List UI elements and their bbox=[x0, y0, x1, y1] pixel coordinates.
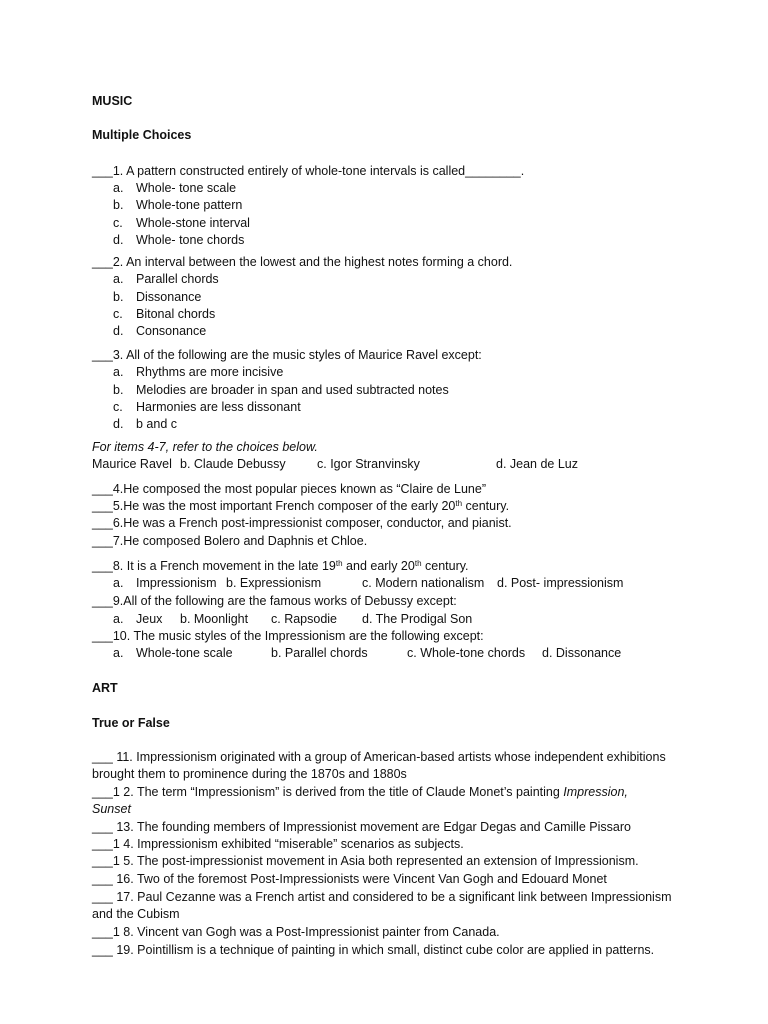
q2-option-b: Dissonance bbox=[136, 290, 202, 304]
q8-option-d: d. Post- impressionism bbox=[497, 576, 624, 590]
choice-b: b. Claude Debussy bbox=[180, 457, 286, 471]
question-19: ___ 19. Pointillism is a technique of painting in which small, distinct cube color are applied in patterns. bbox=[92, 943, 655, 957]
question-12: ___1 2. The term “Impressionism” is derived from the title of Claude Monet’s painting Impression, bbox=[92, 785, 628, 799]
q1-option-a: Whole- tone scale bbox=[136, 181, 237, 195]
question-17-line-2: and the Cubism bbox=[92, 907, 180, 921]
music-heading: MUSIC bbox=[92, 94, 133, 108]
q1-option-c: Whole-stone interval bbox=[136, 216, 250, 230]
q10-option-a: Whole-tone scale bbox=[136, 646, 233, 660]
q9-option-b: b. Moonlight bbox=[180, 612, 249, 626]
q1-option-c-letter: c. bbox=[113, 216, 123, 230]
question-14: ___1 4. Impressionism exhibited “miserable” scenarios as subjects. bbox=[92, 837, 464, 851]
q9-option-a: Jeux bbox=[136, 612, 163, 626]
multiple-choices-subheading: Multiple Choices bbox=[92, 128, 192, 142]
q3-option-b-letter: b. bbox=[113, 383, 124, 397]
question-16: ___ 16. Two of the foremost Post-Impressionists were Vincent Van Gogh and Edouard Monet bbox=[92, 872, 607, 886]
q8-option-a-letter: a. bbox=[113, 576, 124, 590]
q8-option-c: c. Modern nationalism bbox=[362, 576, 485, 590]
q2-option-a: Parallel chords bbox=[136, 272, 219, 286]
q2-option-b-letter: b. bbox=[113, 290, 124, 304]
question-10: ___10. The music styles of the Impressionism are the following except: bbox=[92, 629, 484, 643]
q10-option-c: c. Whole-tone chords bbox=[407, 646, 526, 660]
question-3: ___3. All of the following are the music styles of Maurice Ravel except: bbox=[92, 348, 482, 362]
q9-option-d: d. The Prodigal Son bbox=[362, 612, 473, 626]
q1-option-b: Whole-tone pattern bbox=[136, 198, 243, 212]
q3-option-c-letter: c. bbox=[113, 400, 123, 414]
question-6: ___6.He was a French post-impressionist composer, conductor, and pianist. bbox=[92, 516, 512, 530]
question-13: ___ 13. The founding members of Impressionist movement are Edgar Degas and Camille Pissaro bbox=[92, 820, 631, 834]
q3-option-a-letter: a. bbox=[113, 365, 124, 379]
q9-option-c: c. Rapsodie bbox=[271, 612, 338, 626]
question-9: ___9.All of the following are the famous works of Debussy except: bbox=[92, 594, 457, 608]
true-or-false-subheading: True or False bbox=[92, 716, 170, 730]
question-5: ___5.He was the most important French composer of the early 20th century. bbox=[92, 499, 510, 513]
question-18: ___1 8. Vincent van Gogh was a Post-Impressionist painter from Canada. bbox=[92, 925, 500, 939]
choice-c: c. Igor Stranvinsky bbox=[317, 457, 420, 471]
question-8: ___8. It is a French movement in the late 19th and early 20th century. bbox=[92, 559, 469, 573]
q10-option-b: b. Parallel chords bbox=[271, 646, 368, 660]
q2-option-d-letter: d. bbox=[113, 324, 124, 338]
q1-option-a-letter: a. bbox=[113, 181, 124, 195]
q1-option-d: Whole- tone chords bbox=[136, 233, 245, 247]
question-15: ___1 5. The post-impressionist movement in Asia both represented an extension of Impressionism. bbox=[92, 854, 639, 868]
q2-option-a-letter: a. bbox=[113, 272, 124, 286]
q3-option-d-letter: d. bbox=[113, 417, 124, 431]
items-4-7-instruction: For items 4-7, refer to the choices below. bbox=[92, 440, 318, 454]
q2-option-c-letter: c. bbox=[113, 307, 123, 321]
question-4: ___4.He composed the most popular pieces known as “Claire de Lune” bbox=[92, 482, 486, 496]
question-1: ___1. A pattern constructed entirely of whole-tone intervals is called________. bbox=[92, 164, 525, 178]
q9-option-a-letter: a. bbox=[113, 612, 124, 626]
q8-option-a: Impressionism bbox=[136, 576, 217, 590]
q10-option-d: d. Dissonance bbox=[542, 646, 622, 660]
question-17-line-1: ___ 17. Paul Cezanne was a French artist and considered to be a significant link between Impressionism bbox=[92, 890, 672, 904]
q3-option-a: Rhythms are more incisive bbox=[136, 365, 284, 379]
q2-option-d: Consonance bbox=[136, 324, 207, 338]
question-2: ___2. An interval between the lowest and the highest notes forming a chord. bbox=[92, 255, 513, 269]
q10-option-a-letter: a. bbox=[113, 646, 124, 660]
question-11-line-1: ___ 11. Impressionism originated with a group of American-based artists whose independent exhibitions bbox=[92, 750, 666, 764]
q1-option-b-letter: b. bbox=[113, 198, 124, 212]
q1-option-d-letter: d. bbox=[113, 233, 124, 247]
choice-a: Maurice Ravel bbox=[92, 457, 172, 471]
question-7: ___7.He composed Bolero and Daphnis et Chloe. bbox=[92, 534, 368, 548]
q3-option-b: Melodies are broader in span and used subtracted notes bbox=[136, 383, 449, 397]
question-11-line-2: brought them to prominence during the 1870s and 1880s bbox=[92, 767, 407, 781]
q2-option-c: Bitonal chords bbox=[136, 307, 216, 321]
question-12-line-2: Sunset bbox=[92, 802, 131, 816]
choice-d: d. Jean de Luz bbox=[496, 457, 579, 471]
q8-option-b: b. Expressionism bbox=[226, 576, 322, 590]
q3-option-d: b and c bbox=[136, 417, 178, 431]
art-heading: ART bbox=[92, 681, 118, 695]
q3-option-c: Harmonies are less dissonant bbox=[136, 400, 301, 414]
